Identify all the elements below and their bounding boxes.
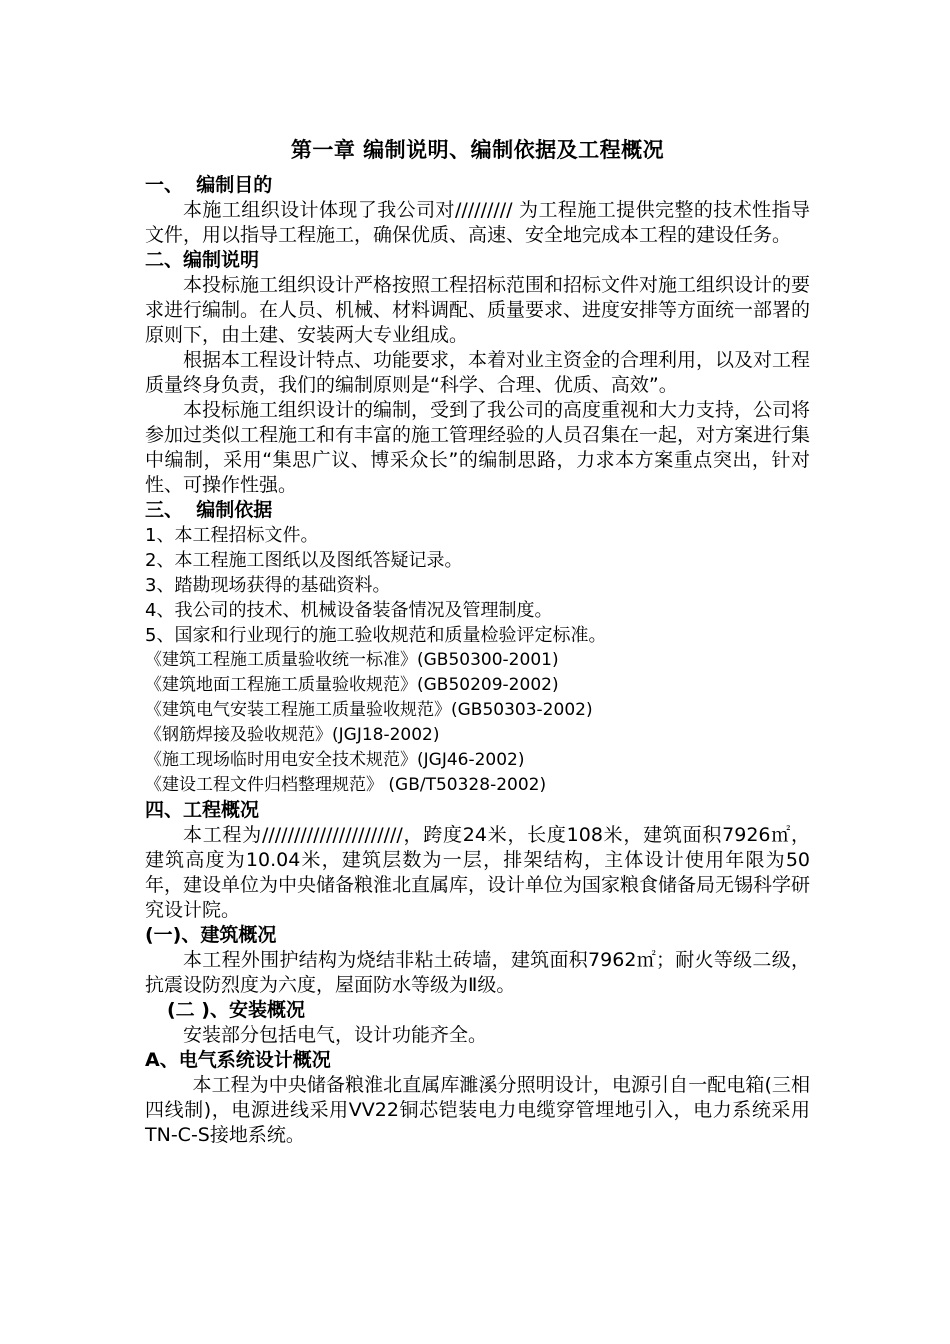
document-page xyxy=(145,135,810,1148)
architecture-overview-heading: (一)、建筑概况 xyxy=(145,924,277,946)
section-2-paragraph-3: 本投标施工组织设计的编制，受到了我公司的高度重视和大力支持，公司将参加过类似工程施工和有丰富的施工管理经验的人员召集在一起，对方案进行集中编制，采用“集思广议、博采众长”的编制思路，力求本方案重点突出，针对性、可操作性强。 xyxy=(145,399,811,496)
section-4-heading: 四、工程概况 xyxy=(145,799,260,821)
basis-item: 2、本工程施工图纸以及图纸答疑记录。 xyxy=(145,550,463,571)
architecture-overview-paragraph: 本工程外围护结构为烧结非粘土砖墙，建筑面积7962㎡；耐火等级二级，抗震设防烈度为六度，屋面防水等级为Ⅱ级。 xyxy=(145,949,810,996)
standard-item: 《施工现场临时用电安全技术规范》(JGJ46-2002) xyxy=(145,750,525,770)
basis-item: 1、本工程招标文件。 xyxy=(145,525,319,546)
standard-item: 《建筑电气安装工程施工质量验收规范》(GB50303-2002) xyxy=(145,700,593,720)
section-4-paragraph: 本工程为//////////////////////，跨度24米，长度108米，建筑面积7926㎡，建筑高度为10.04米，建筑层数为一层，排架结构，主体设计使用年限为50年，建设单位为中央储备粮淮北直属库，设计单位为国家粮食储备局无锡科学研究设计院。 xyxy=(145,824,811,921)
section-1-heading: 一、 编制目的 xyxy=(145,174,273,196)
standard-item: 《建设工程文件归档整理规范》 (GB/T50328-2002) xyxy=(145,775,547,795)
section-2-paragraph-1: 本投标施工组织设计严格按照工程招标范围和招标文件对施工组织设计的要求进行编制。在人员、机械、材料调配、质量要求、进度安排等方面统一部署的原则下，由土建、安装两大专业组成。 xyxy=(145,274,811,346)
installation-overview-heading: (二 )、安装概况 xyxy=(167,999,305,1021)
basis-item: 5、国家和行业现行的施工验收规范和质量检验评定标准。 xyxy=(145,625,607,646)
standard-item: 《建筑工程施工质量验收统一标准》(GB50300-2001) xyxy=(145,650,559,670)
electrical-overview-heading: A、电气系统设计概况 xyxy=(145,1049,331,1071)
basis-item: 3、踏勘现场获得的基础资料。 xyxy=(145,575,391,596)
section-1-paragraph: 本施工组织设计体现了我公司对///////// 为工程施工提供完整的技术性指导文件，用以指导工程施工，确保优质、高速、安全地完成本工程的建设任务。 xyxy=(145,199,810,246)
section-3-heading: 三、 编制依据 xyxy=(145,499,273,521)
section-2-heading: 二、编制说明 xyxy=(145,249,260,271)
basis-item: 4、我公司的技术、机械设备装备情况及管理制度。 xyxy=(145,600,553,621)
standard-item: 《建筑地面工程施工质量验收规范》(GB50209-2002) xyxy=(145,675,559,695)
electrical-overview-paragraph: 本工程为中央储备粮淮北直属库濉溪分照明设计，电源引自一配电箱(三相四线制)，电源进线采用VV22铜芯铠装电力电缆穿管埋地引入，电力系统采用TN-C-S接地系统。 xyxy=(145,1074,810,1146)
chapter-title: 第一章 编制说明、编制依据及工程概况 xyxy=(290,138,665,162)
standard-item: 《钢筋焊接及验收规范》(JGJ18-2002) xyxy=(145,725,440,745)
section-2-paragraph-2: 根据本工程设计特点、功能要求，本着对业主资金的合理利用，以及对工程质量终身负责，我们的编制原则是“科学、合理、优质、高效”。 xyxy=(145,349,811,396)
installation-overview-paragraph: 安装部分包括电气，设计功能齐全。 xyxy=(183,1024,488,1046)
